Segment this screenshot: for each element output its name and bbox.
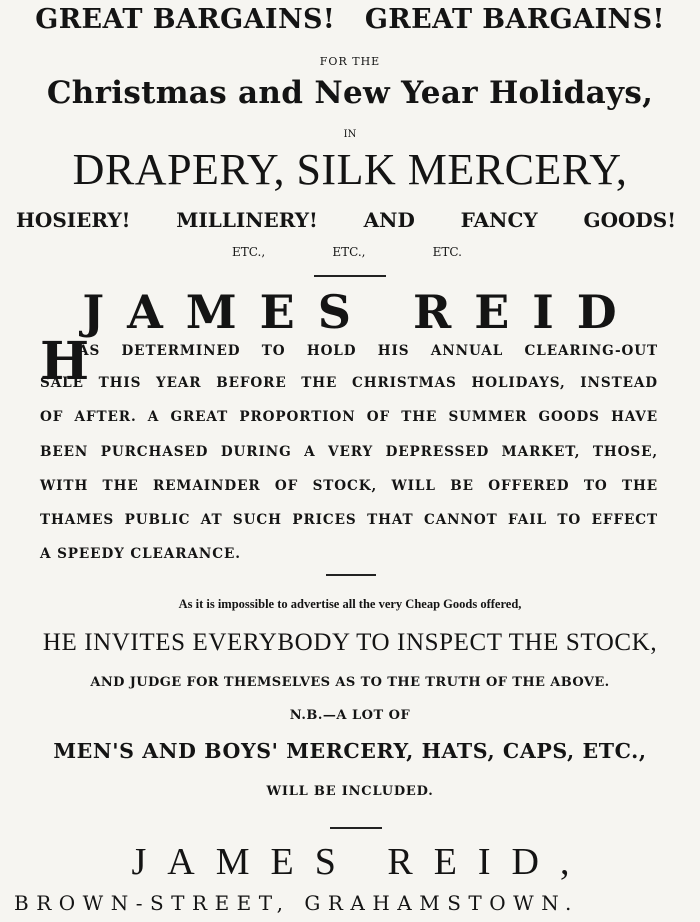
announcement-line: A SPEEDY CLEARANCE. [40,546,241,562]
goods-word: HOSIERY! [16,208,131,232]
etc-word: ETC., [332,245,366,259]
announcement-line: WITH THE REMAINDER OF STOCK, WILL BE OFFERED TO THE [40,478,658,494]
merchant-name: JAMES REID [82,285,640,339]
impossible-note: As it is impossible to advertise all the very Cheap Goods offered, [178,597,522,611]
announcement-line: OF AFTER. A GREAT PROPORTION OF THE SUMMER GOODS HAVE [40,409,658,425]
drop-cap: H [40,331,90,392]
mercery-line: MEN'S AND BOYS' MERCERY, HATS, CAPS, ETC., [53,739,647,763]
etc-line [232,246,462,258]
for-the-text: FOR THE [319,55,381,68]
goods-word: MILLINERY! [176,208,318,232]
judge-line: AND JUDGE FOR THEMSELVES AS TO THE TRUTH OF THE ABOVE. [90,675,610,690]
etc-word: ETC. [432,245,462,259]
headline-left: GREAT BARGAINS! [35,4,336,35]
goods-line [16,210,676,230]
headline-right: GREAT BARGAINS! [364,4,665,35]
announcement-line: THAMES PUBLIC AT SUCH PRICES THAT CANNOT FAIL TO EFFECT [40,512,658,528]
headline [0,6,700,33]
divider-rule [314,275,386,277]
goods-word: GOODS! [583,208,676,232]
invitation-line: HE INVITES EVERYBODY TO INSPECT THE STOCK, [42,629,658,656]
occasion-heading: Christmas and New Year Holidays, [46,75,654,111]
nb-line: N.B.—A LOT OF [289,708,411,723]
announcement-line: SALE THIS YEAR BEFORE THE CHRISTMAS HOLIDAYS, INSTEAD [40,375,658,391]
announcement-line: AS DETERMINED TO HOLD HIS ANNUAL CLEARING-OUT [78,343,658,359]
goods-word: AND [363,208,415,232]
main-goods-heading: DRAPERY, SILK MERCERY, [72,145,628,194]
goods-word: FANCY [460,208,538,232]
divider-rule [330,827,382,829]
included-line: WILL BE INCLUDED. [266,784,434,799]
announcement-line: BEEN PURCHASED DURING A VERY DEPRESSED MARKET, THOSE, [40,444,658,460]
divider-rule [326,574,376,576]
signature-name: JAMES REID, [131,841,591,883]
in-text: IN [343,129,357,140]
etc-word: ETC., [232,245,266,259]
signature-address: BROWN-STREET, GRAHAMSTOWN. [14,891,579,915]
